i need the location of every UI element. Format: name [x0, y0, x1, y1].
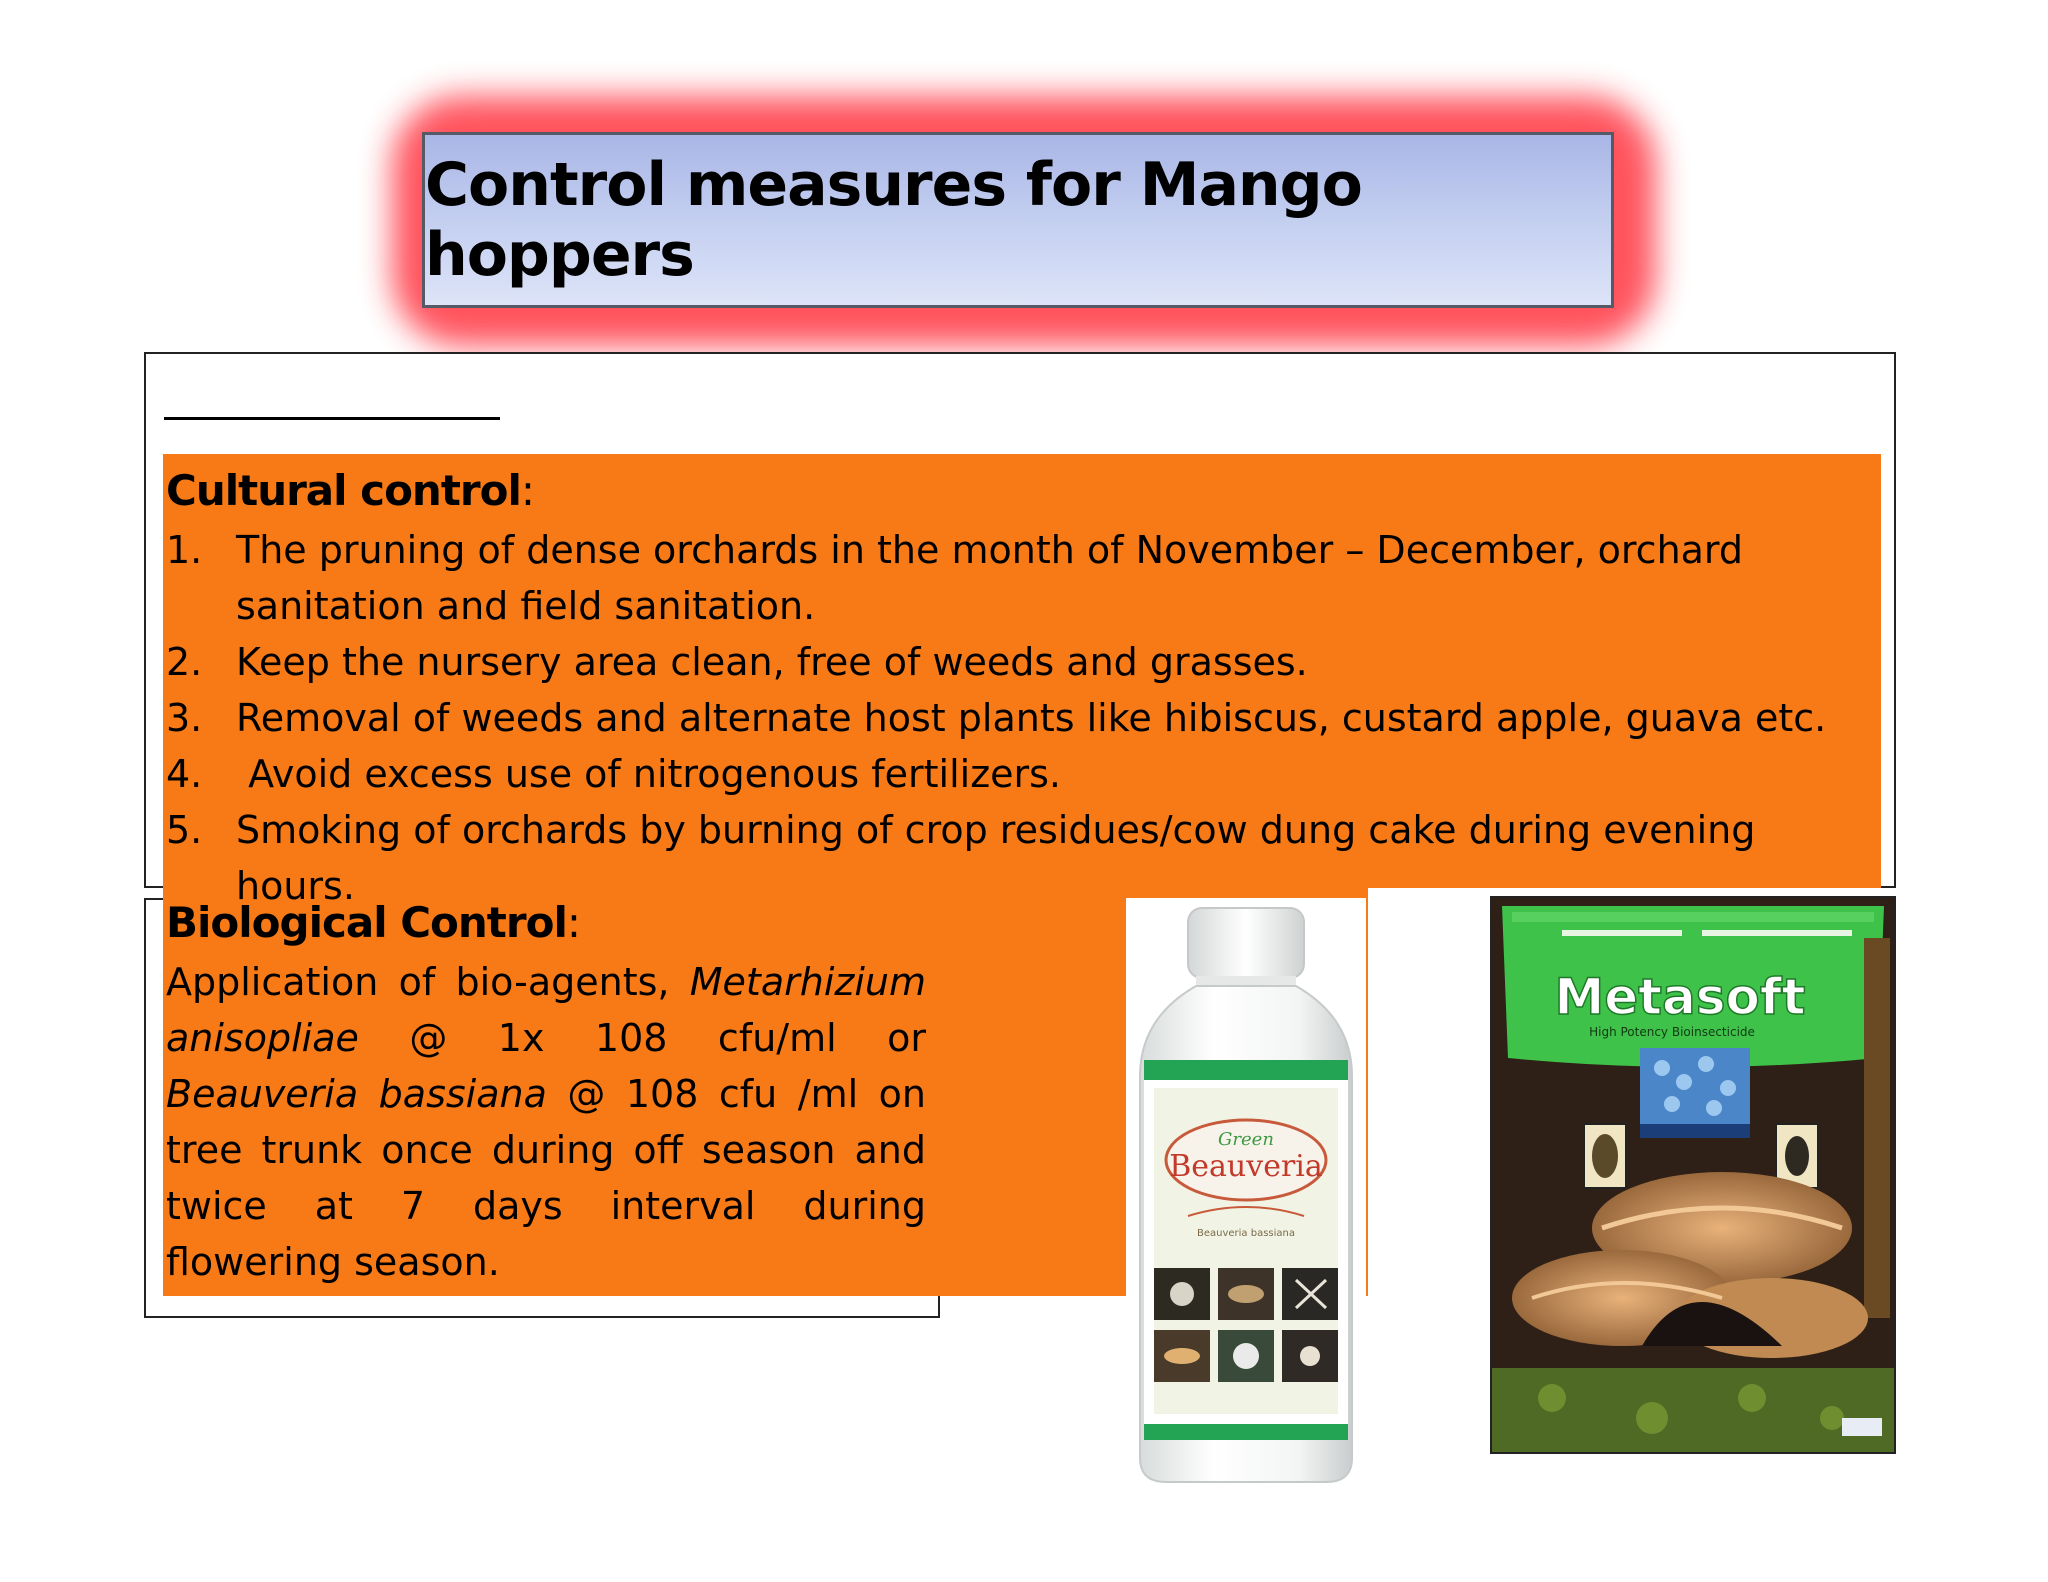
bio-text-1: Application of bio-agents,: [166, 960, 690, 1004]
list-item: [166, 690, 1886, 746]
biological-heading-colon: :: [566, 898, 581, 947]
bottle-brand-top: Green: [1218, 1129, 1274, 1150]
cultural-heading: [166, 466, 534, 515]
list-item: [166, 634, 1886, 690]
title-box: [422, 132, 1614, 308]
underline-divider: [164, 417, 500, 420]
bio-agent-metarhizium: Metarhizium anisopliae: [166, 960, 926, 1060]
bag-brand: Metasoft: [1554, 968, 1806, 1026]
cultural-heading-text: Cultural control: [166, 466, 521, 515]
list-text: Keep the nursery area clean, free of weeds and grasses.: [236, 640, 1308, 684]
metasoft-bag-image: [1490, 896, 1896, 1454]
list-item: [166, 522, 1886, 634]
bottle-brand: Beauveria: [1169, 1149, 1323, 1184]
cultural-heading-colon: :: [520, 466, 535, 515]
list-number: 2.: [166, 640, 203, 684]
list-item: [166, 746, 1886, 802]
bio-text-2: @ 1x 108 cfu/ml or: [358, 1016, 926, 1060]
list-text: Avoid excess use of nitrogenous fertilizers.: [236, 752, 1062, 796]
bottle-subtitle: Beauveria bassiana: [1196, 1228, 1296, 1239]
biological-heading-text: Biological Control: [166, 898, 567, 947]
list-number: 3.: [166, 696, 203, 740]
list-number: 5.: [166, 808, 203, 852]
cultural-list: [166, 522, 1886, 914]
list-text: The pruning of dense orchards in the month of November – December, orchard sanitation and field sanitation.: [236, 528, 1744, 628]
list-text: Removal of weeds and alternate host plants like hibiscus, custard apple, guava etc.: [236, 696, 1827, 740]
list-text: Smoking of orchards by burning of crop residues/cow dung cake during evening hours.: [236, 808, 1756, 908]
biological-paragraph: [166, 954, 926, 1290]
list-number: 4.: [166, 752, 203, 796]
slide-title: Control measures for Mango hoppers: [425, 150, 1362, 290]
beauveria-bottle-image: [1126, 898, 1366, 1492]
bottle-illustration: [1126, 898, 1366, 1492]
bio-agent-beauveria: Beauveria bassiana: [166, 1072, 547, 1116]
biological-heading: [166, 898, 580, 947]
bag-illustration: [1492, 898, 1894, 1452]
list-number: 1.: [166, 528, 203, 572]
bag-tagline: High Potency Bioinsecticide: [1589, 1025, 1755, 1039]
bio-text-3: @ 108 cfu /ml on tree trunk once during off season and twice at 7 days interval during flowering season.: [166, 1072, 926, 1284]
